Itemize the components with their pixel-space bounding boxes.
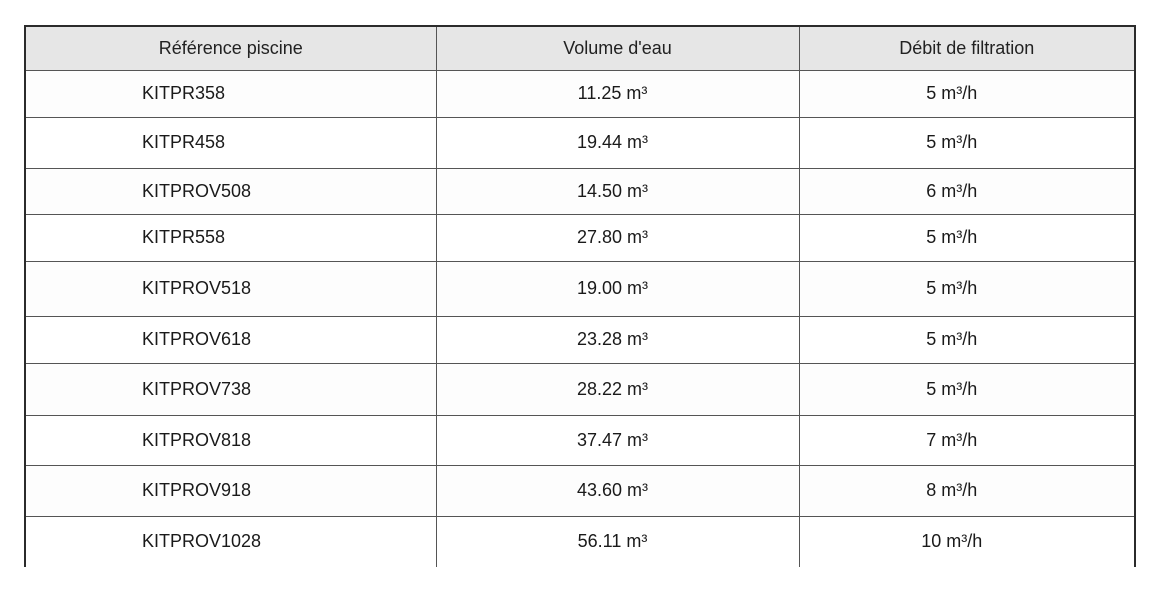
cell-debit: 5 m³/h bbox=[799, 261, 1134, 316]
cell-debit: 8 m³/h bbox=[799, 465, 1134, 516]
cell-reference: KITPROV818 bbox=[26, 415, 436, 465]
cell-volume: 27.80 m³ bbox=[436, 214, 799, 261]
cell-volume: 43.60 m³ bbox=[436, 465, 799, 516]
cell-debit: 5 m³/h bbox=[799, 70, 1134, 117]
cell-debit: 7 m³/h bbox=[799, 415, 1134, 465]
table-row bbox=[26, 415, 1134, 465]
cell-volume: 28.22 m³ bbox=[436, 363, 799, 415]
cell-volume: 19.00 m³ bbox=[436, 261, 799, 316]
pool-table-container bbox=[24, 25, 1136, 567]
cell-reference: KITPROV918 bbox=[26, 465, 436, 516]
cell-reference: KITPR358 bbox=[26, 70, 436, 117]
cell-volume: 56.11 m³ bbox=[436, 516, 799, 567]
table-row bbox=[26, 465, 1134, 516]
cell-reference: KITPROV518 bbox=[26, 261, 436, 316]
cell-reference: KITPROV1028 bbox=[26, 516, 436, 567]
cell-debit: 5 m³/h bbox=[799, 214, 1134, 261]
cell-volume: 23.28 m³ bbox=[436, 316, 799, 363]
table-body bbox=[26, 70, 1134, 567]
cell-reference: KITPROV508 bbox=[26, 168, 436, 214]
cell-debit: 5 m³/h bbox=[799, 117, 1134, 168]
cell-volume: 37.47 m³ bbox=[436, 415, 799, 465]
cell-reference: KITPR558 bbox=[26, 214, 436, 261]
cell-volume: 14.50 m³ bbox=[436, 168, 799, 214]
cell-debit: 5 m³/h bbox=[799, 316, 1134, 363]
table-row bbox=[26, 168, 1134, 214]
pool-specs-table bbox=[26, 27, 1134, 567]
table-row bbox=[26, 70, 1134, 117]
table-row bbox=[26, 316, 1134, 363]
cell-debit: 10 m³/h bbox=[799, 516, 1134, 567]
header-row bbox=[26, 27, 1134, 70]
cell-volume: 11.25 m³ bbox=[436, 70, 799, 117]
header-volume: Volume d'eau bbox=[436, 27, 799, 70]
table-row bbox=[26, 363, 1134, 415]
table-row bbox=[26, 261, 1134, 316]
table-header bbox=[26, 27, 1134, 70]
table-row bbox=[26, 516, 1134, 567]
cell-debit: 5 m³/h bbox=[799, 363, 1134, 415]
table-row bbox=[26, 117, 1134, 168]
cell-debit: 6 m³/h bbox=[799, 168, 1134, 214]
table-row bbox=[26, 214, 1134, 261]
cell-reference: KITPR458 bbox=[26, 117, 436, 168]
header-debit: Débit de filtration bbox=[799, 27, 1134, 70]
cell-reference: KITPROV618 bbox=[26, 316, 436, 363]
header-reference: Référence piscine bbox=[26, 27, 436, 70]
cell-volume: 19.44 m³ bbox=[436, 117, 799, 168]
cell-reference: KITPROV738 bbox=[26, 363, 436, 415]
